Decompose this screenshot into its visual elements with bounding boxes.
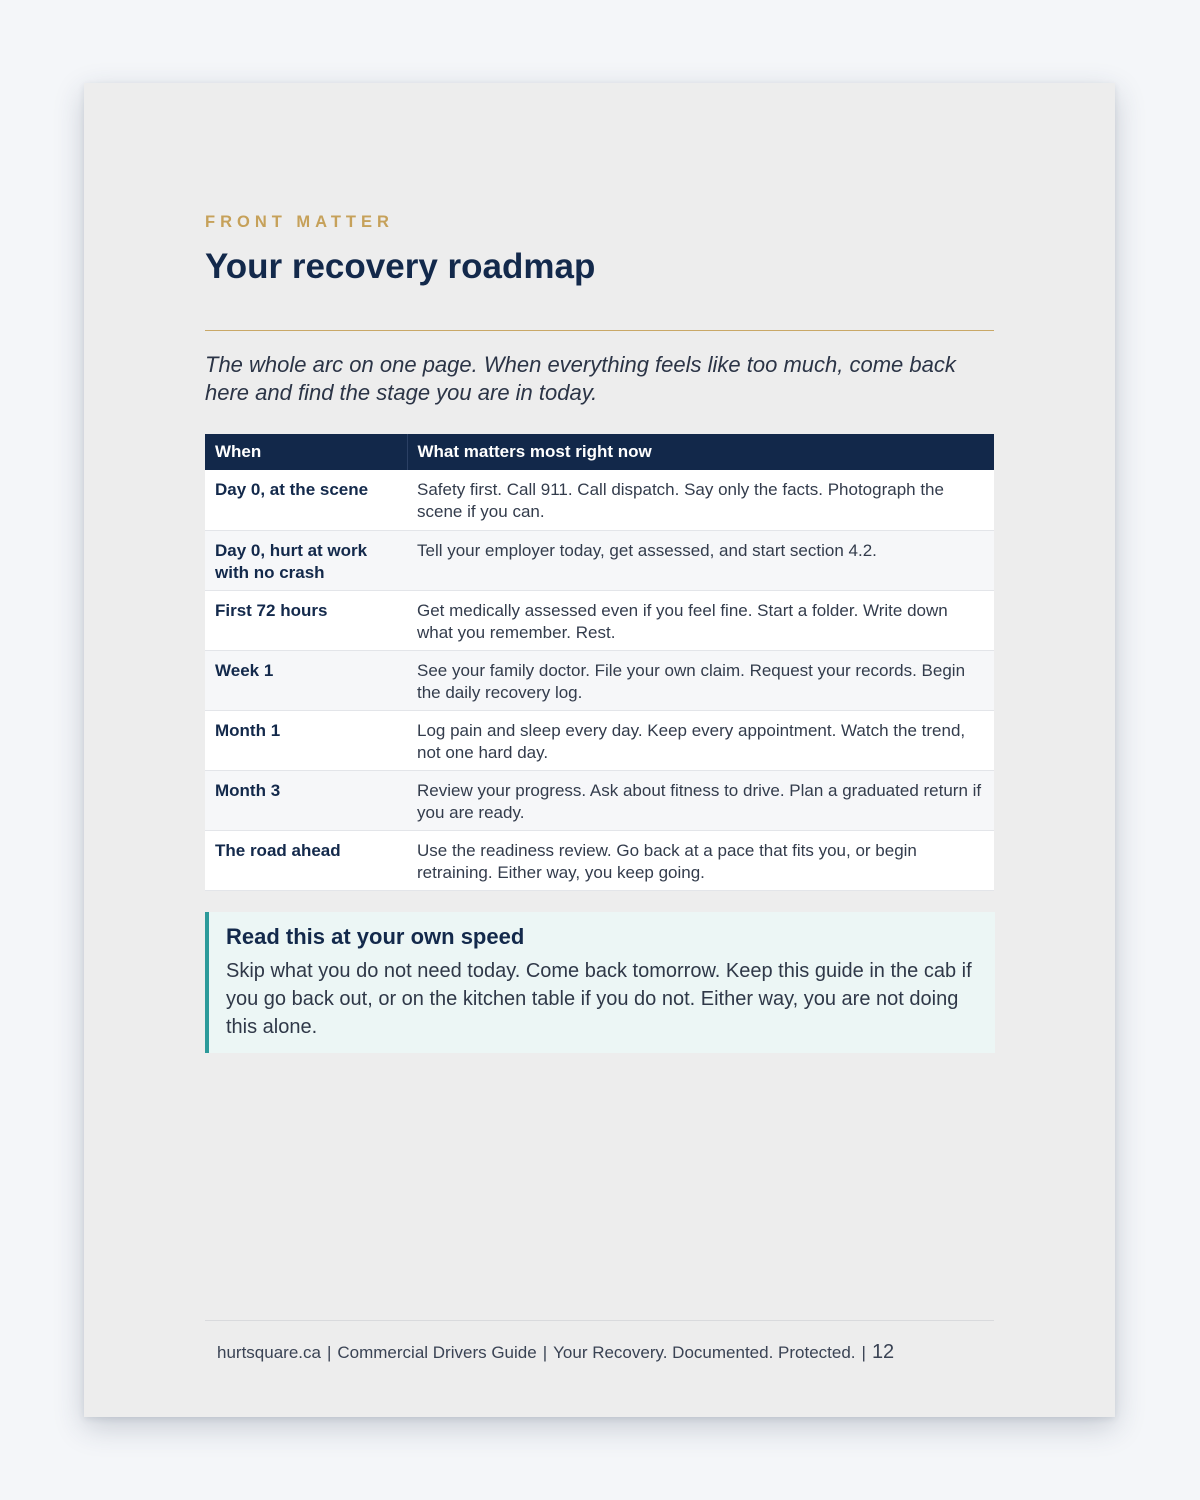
row-what-cell: Safety first. Call 911. Call dispatch. Say only the facts. Photograph the scene if you can.	[407, 470, 994, 530]
callout-box	[205, 912, 995, 1053]
footer-separator: |	[542, 1343, 548, 1362]
intro-text: The whole arc on one page. When everything feels like too much, come back here and find the stage you are in today.	[205, 352, 956, 405]
footer-separator: |	[861, 1343, 866, 1362]
footer-tagline: Your Recovery. Documented. Protected.	[553, 1343, 856, 1362]
row-when-cell: The road ahead	[205, 830, 407, 890]
roadmap-table	[205, 434, 994, 891]
page-title: Your recovery roadmap	[205, 247, 596, 286]
row-what-cell: Tell your employer today, get assessed, and start section 4.2.	[407, 530, 994, 590]
column-header-when: When	[205, 434, 407, 470]
title-divider	[205, 330, 994, 331]
table-header-row	[205, 434, 994, 470]
table-row	[205, 770, 994, 830]
footer-separator: |	[326, 1343, 332, 1362]
row-when-cell: Week 1	[205, 650, 407, 710]
table-row	[205, 710, 994, 770]
table-row	[205, 530, 994, 590]
row-when-cell: Day 0, hurt at work with no crash	[205, 530, 407, 590]
callout-body: Skip what you do not need today. Come back tomorrow. Keep this guide in the cab if you go back out, or on the kitchen table if you do not. Either way, you are not doing this alone.	[226, 960, 972, 1038]
document-page	[84, 83, 1115, 1417]
page-footer	[217, 1339, 982, 1366]
row-what-cell: See your family doctor. File your own claim. Request your records. Begin the daily recovery log.	[407, 650, 994, 710]
row-what-cell: Log pain and sleep every day. Keep every appointment. Watch the trend, not one hard day.	[407, 710, 994, 770]
footer-divider	[205, 1320, 994, 1321]
row-when-cell: First 72 hours	[205, 590, 407, 650]
table-row	[205, 590, 994, 650]
page-number: 12	[871, 1341, 895, 1363]
row-what-cell: Review your progress. Ask about fitness to drive. Plan a graduated return if you are ready.	[407, 770, 994, 830]
table-row	[205, 830, 994, 890]
table-row	[205, 650, 994, 710]
row-when-cell: Month 1	[205, 710, 407, 770]
footer-site: hurtsquare.ca	[217, 1343, 321, 1362]
row-when-cell: Day 0, at the scene	[205, 470, 407, 530]
callout-title: Read this at your own speed	[226, 924, 525, 949]
footer-guide: Commercial Drivers Guide	[337, 1343, 537, 1362]
column-header-what: What matters most right now	[407, 434, 994, 470]
row-what-cell: Use the readiness review. Go back at a pace that fits you, or begin retraining. Either way, you keep going.	[407, 830, 994, 890]
row-what-cell: Get medically assessed even if you feel fine. Start a folder. Write down what you remember. Rest.	[407, 590, 994, 650]
row-when-cell: Month 3	[205, 770, 407, 830]
table-row	[205, 470, 994, 530]
section-eyebrow: FRONT MATTER	[205, 213, 394, 231]
